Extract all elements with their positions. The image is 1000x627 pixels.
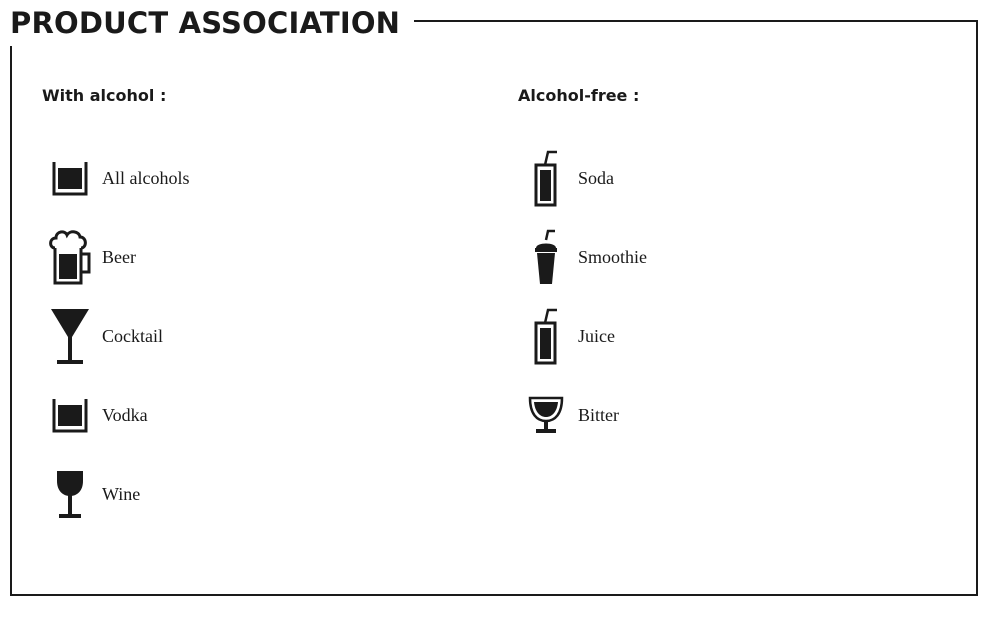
item-label: Soda (578, 167, 614, 188)
list-item-bitter (518, 385, 619, 445)
item-label: Smoothie (578, 246, 648, 267)
with-alcohol-heading: With alcohol : (42, 86, 167, 105)
item-label: Cocktail (102, 325, 163, 346)
beer-mug-icon (42, 227, 98, 287)
list-item-smoothie (518, 227, 647, 287)
list-item-cocktail (42, 306, 163, 366)
rocks-glass-icon (42, 148, 98, 208)
list-item-juice (518, 306, 615, 366)
glass-with-straw-icon (518, 306, 574, 366)
item-label: Beer (102, 246, 136, 267)
list-item-beer (42, 227, 136, 287)
list-item-soda (518, 148, 614, 208)
cocktail-glass-icon (42, 306, 98, 366)
goblet-icon (518, 385, 574, 445)
item-label: Wine (102, 483, 141, 504)
item-label: Juice (578, 325, 615, 346)
item-label: Vodka (102, 404, 148, 425)
section-title: PRODUCT ASSOCIATION (0, 0, 414, 46)
list-item-vodka (42, 385, 148, 445)
item-label: Bitter (578, 404, 619, 425)
smoothie-cup-icon (518, 227, 574, 287)
glass-with-straw-icon (518, 148, 574, 208)
wine-glass-icon (42, 464, 98, 524)
list-item-wine (42, 464, 140, 524)
rocks-glass-icon (42, 385, 98, 445)
alcohol-free-heading: Alcohol-free : (518, 86, 640, 105)
item-label: All alcohols (102, 167, 190, 188)
list-item-all-alcohols (42, 148, 190, 208)
